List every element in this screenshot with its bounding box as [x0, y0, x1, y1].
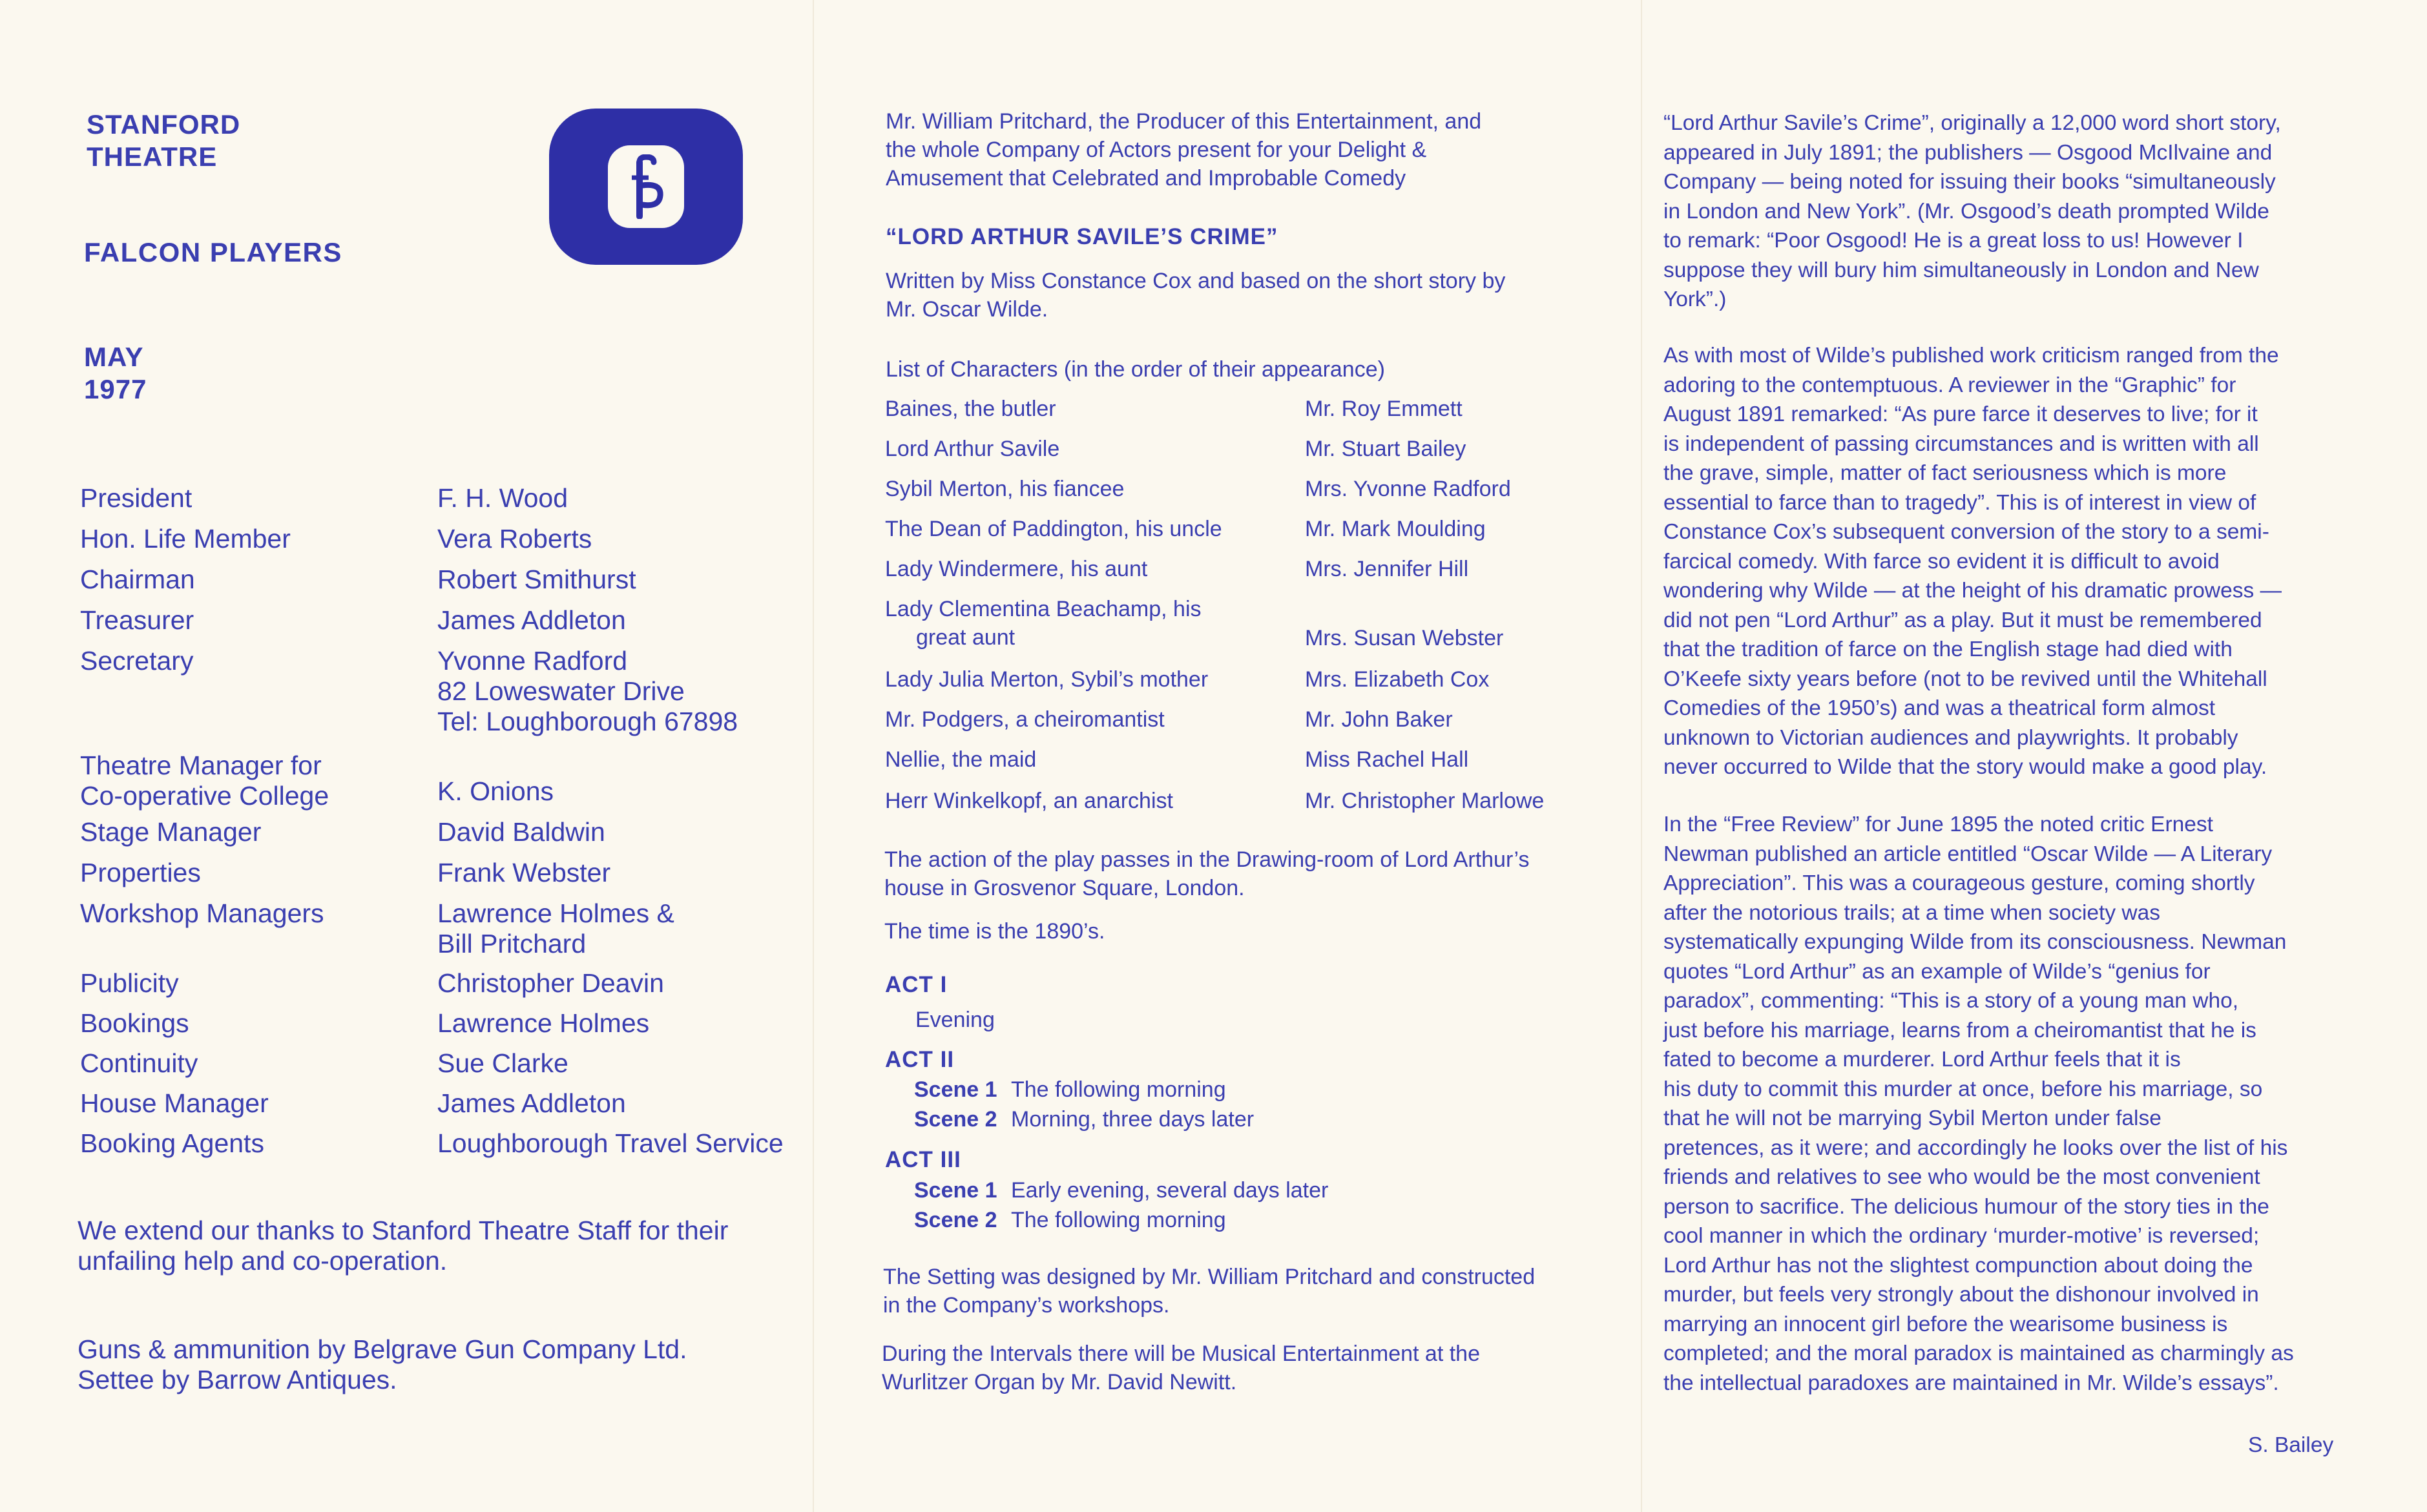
- theatre-name: [87, 109, 240, 173]
- officer-name: F. H. Wood: [437, 483, 568, 513]
- essay-line: did not pen “Lord Arthur” as a play. But it must be remembered: [1663, 608, 2262, 632]
- programme-year: 1977: [84, 374, 147, 404]
- fold-line: [813, 0, 814, 1512]
- essay-line: murder, but feels very strongly about the dishonour involved in: [1663, 1283, 2259, 1307]
- character-name: The Dean of Paddington, his uncle: [885, 517, 1222, 541]
- fold-line: [1641, 0, 1642, 1512]
- essay-line: quotes “Lord Arthur” as an example of Wilde’s “genius for: [1663, 959, 2211, 984]
- staff-role: Continuity: [80, 1048, 198, 1078]
- character-name: Lady Windermere, his aunt: [885, 557, 1148, 581]
- staff-role: Stage Manager: [80, 817, 262, 847]
- scene-label: Scene 2: [914, 1107, 997, 1132]
- staff-name-line2: Bill Pritchard: [437, 929, 587, 958]
- officer-role: Secretary: [80, 646, 194, 676]
- scene-text: The following morning: [1011, 1208, 1226, 1232]
- intervals-line2: Wurlitzer Organ by Mr. David Newitt.: [882, 1370, 1237, 1394]
- credits-line2: Settee by Barrow Antiques.: [78, 1365, 397, 1394]
- essay-line: systematically expunging Wilde from its consciousness. Newman: [1663, 930, 2287, 954]
- essay-line: just before his marriage, learns from a cheiromantist that he is: [1663, 1018, 2256, 1042]
- essay-line: his duty to commit this murder at once, before his marriage, so: [1663, 1077, 2263, 1101]
- actor-name: Mr. Mark Moulding: [1305, 517, 1486, 541]
- essay-line: the intellectual paradoxes are maintained in Mr. Wilde’s essays”.: [1663, 1371, 2279, 1395]
- staff-name: [437, 898, 838, 959]
- staff-name: James Addleton: [437, 1088, 626, 1118]
- written-by-line1: Written by Miss Constance Cox and based on the short story by: [886, 269, 1506, 293]
- staff-role: Properties: [80, 858, 201, 887]
- cast-row: [885, 435, 1628, 475]
- character-name: Lady Julia Merton, Sybil’s mother: [885, 667, 1209, 692]
- essay-line: Appreciation”. This was a courageous gesture, coming shortly: [1663, 871, 2255, 895]
- interval-music-note: [882, 1340, 1638, 1396]
- character-name: [885, 595, 1298, 652]
- officer-role: Treasurer: [80, 605, 194, 635]
- set-design-line1: The Setting was designed by Mr. William Pritchard and constructed: [883, 1265, 1536, 1289]
- falcon-players-logo: [549, 109, 743, 265]
- essay-line: unknown to Victorian audiences and playwrights. It probably: [1663, 725, 2238, 750]
- intro-line1: Mr. William Pritchard, the Producer of this Entertainment, and: [886, 109, 1482, 134]
- character-name: Herr Winkelkopf, an anarchist: [885, 789, 1173, 813]
- cast-row: [885, 475, 1628, 515]
- thanks-note: [78, 1216, 807, 1276]
- officer-name: Vera Roberts: [437, 524, 592, 554]
- cast-row: [885, 705, 1628, 745]
- actor-name: Mr. Christopher Marlowe: [1305, 789, 1545, 813]
- staff-role: House Manager: [80, 1088, 269, 1118]
- character-name: Mr. Podgers, a cheiromantist: [885, 707, 1165, 732]
- programme-date: [84, 341, 147, 406]
- written-by: [886, 267, 1629, 324]
- essay-line: completed; and the moral paradox is maintained as charmingly as: [1663, 1341, 2294, 1365]
- essay-line: in London and New York”. (Mr. Osgood’s death prompted Wilde: [1663, 199, 2269, 223]
- essay-paragraph-1: [1663, 109, 2400, 315]
- intro-line2: the whole Company of Actors present for your Delight &: [886, 138, 1427, 162]
- actor-name: Mr. Stuart Bailey: [1305, 437, 1466, 461]
- officer-role: Chairman: [80, 564, 195, 594]
- cast-row: [885, 515, 1628, 555]
- essay-line: cool manner in which the ordinary ‘murder-motive’ is reversed;: [1663, 1224, 2260, 1248]
- set-design-note: [883, 1263, 1639, 1320]
- scene-label: Scene 1: [914, 1178, 997, 1203]
- company-name: FALCON PLAYERS: [84, 237, 342, 267]
- set-design-line2: in the Company’s workshops.: [883, 1293, 1170, 1318]
- staff-name: Lawrence Holmes: [437, 1008, 650, 1038]
- essay-line: As with most of Wilde’s published work criticism ranged from the: [1663, 344, 2279, 368]
- officer-name: James Addleton: [437, 605, 626, 635]
- character-name: Lord Arthur Savile: [885, 437, 1060, 461]
- officer-name: Yvonne Radford: [437, 646, 628, 676]
- essay-line: York”.): [1663, 287, 1727, 311]
- character-name-line1: Lady Clementina Beachamp, his: [885, 597, 1202, 621]
- intro-line3: Amusement that Celebrated and Improbable Comedy: [886, 166, 1406, 191]
- scene-row: [914, 1105, 1254, 1134]
- essay-line: marrying an innocent girl before the wearisome business is: [1663, 1312, 2228, 1336]
- cast-row: [885, 745, 1628, 785]
- essay-line: person to sacrifice. The delicious humour of the story ties in the: [1663, 1194, 2269, 1219]
- act-title: ACT I: [885, 972, 948, 997]
- secretary-address: 82 Loweswater Drive: [437, 676, 685, 706]
- staff-role: Bookings: [80, 1008, 189, 1038]
- officer-role: President: [80, 483, 193, 513]
- essay-line: Company — being noted for issuing their books “simultaneously: [1663, 170, 2276, 194]
- staff-role: Publicity: [80, 968, 179, 998]
- actor-name: Mrs. Susan Webster: [1305, 626, 1504, 650]
- essay-line: suppose they will bury him simultaneously in London and New: [1663, 258, 2259, 282]
- staff-role: Workshop Managers: [80, 898, 324, 928]
- essay-line: Constance Cox’s subsequent conversion of the story to a semi-: [1663, 520, 2269, 544]
- staff-name: K. Onions: [437, 776, 554, 806]
- essay-line: August 1891 remarked: “As pure farce it deserves to live; for it: [1663, 402, 2258, 426]
- characters-heading: List of Characters (in the order of their appearance): [886, 357, 1385, 382]
- essay-line: the grave, simple, matter of fact seriousness which is more: [1663, 461, 2227, 485]
- setting-place-line1: The action of the play passes in the Drawing-room of Lord Arthur’s: [884, 847, 1530, 872]
- essay-line: appeared in July 1891; the publishers — Osgood McIlvaine and: [1663, 140, 2273, 165]
- actor-name: Mr. Roy Emmett: [1305, 397, 1463, 421]
- essay-line: is independent of passing circumstances and is written with all: [1663, 431, 2259, 456]
- essay-line: after the notorious trails; at a time when society was: [1663, 900, 2160, 925]
- essay-line: adoring to the contemptuous. A reviewer in the “Graphic” for: [1663, 373, 2236, 397]
- officer-name: Robert Smithurst: [437, 564, 636, 594]
- setting-place: [884, 845, 1640, 902]
- character-name-line2: great aunt: [916, 625, 1016, 650]
- actor-name: Mrs. Elizabeth Cox: [1305, 667, 1490, 692]
- actor-name: Mrs. Yvonne Radford: [1305, 477, 1511, 501]
- staff-role: [80, 751, 422, 811]
- essay-paragraph-3: [1663, 810, 2406, 1398]
- officer-role: Hon. Life Member: [80, 524, 291, 554]
- scene-row: [914, 1075, 1226, 1104]
- scene-label: Scene 1: [914, 1077, 997, 1102]
- essay-line: to remark: “Poor Osgood! He is a great loss to us! However I: [1663, 229, 2244, 253]
- essay-line: Newman published an article entitled “Oscar Wilde — A Literary: [1663, 842, 2273, 866]
- scene-text: Early evening, several days later: [1011, 1178, 1329, 1203]
- cast-row: [885, 665, 1628, 705]
- scene-text: Morning, three days later: [1011, 1107, 1255, 1132]
- essay-line: wondering why Wilde — at the height of his dramatic prowess —: [1663, 579, 2282, 603]
- actor-name: Mrs. Jennifer Hill: [1305, 557, 1469, 581]
- scene-text: The following morning: [1011, 1077, 1226, 1102]
- essay-line: that he will not be marrying Sybil Merton under false: [1663, 1106, 2161, 1130]
- programme-month: MAY: [84, 342, 144, 372]
- actor-name: Mr. John Baker: [1305, 707, 1453, 732]
- staff-name: Christopher Deavin: [437, 968, 664, 998]
- essay-line: “Lord Arthur Savile’s Crime”, originally a 12,000 word short story,: [1663, 111, 2281, 135]
- play-title: “LORD ARTHUR SAVILE’S CRIME”: [886, 224, 1278, 249]
- theatre-name-line1: STANFORD: [87, 109, 241, 140]
- essay-line: that the tradition of farce on the English stage had died with: [1663, 637, 2233, 661]
- essay-line: essential to farce than to tragedy”. This is of interest in view of: [1663, 490, 2256, 515]
- theatre-name-line2: THEATRE: [87, 141, 218, 172]
- secretary-telephone: Tel: Loughborough 67898: [437, 707, 738, 736]
- cast-row: [885, 555, 1628, 595]
- essay-line: paradox”, commenting: “This is a story of a young man who,: [1663, 989, 2239, 1013]
- essay-line: farcical comedy. With farce so evident it is difficult to avoid: [1663, 549, 2220, 574]
- staff-name: David Baldwin: [437, 817, 605, 847]
- staff-name: Sue Clarke: [437, 1048, 568, 1078]
- essay-line: In the “Free Review” for June 1895 the noted critic Ernest: [1663, 813, 2213, 836]
- staff-name: Frank Webster: [437, 858, 611, 887]
- scene-label: Scene 2: [914, 1208, 997, 1232]
- cast-row: [885, 787, 1628, 827]
- setting-place-line2: house in Grosvenor Square, London.: [884, 876, 1245, 900]
- secretary-details: [437, 646, 838, 737]
- essay-line: friends and relatives to see who would be the most convenient: [1663, 1165, 2260, 1189]
- staff-name-line1: Lawrence Holmes &: [437, 898, 674, 928]
- staff-role-line1: Theatre Manager for: [80, 751, 322, 780]
- fp-glyph-icon: [620, 154, 672, 219]
- producer-intro: [886, 107, 1629, 192]
- act-title: ACT II: [885, 1047, 955, 1072]
- essay-line: fated to become a murderer. Lord Arthur feels that it is: [1663, 1048, 2181, 1072]
- intervals-line1: During the Intervals there will be Musical Entertainment at the: [882, 1341, 1481, 1366]
- essay-line: never occurred to Wilde that the story would make a good play.: [1663, 755, 2267, 779]
- setting-time: The time is the 1890’s.: [884, 919, 1105, 944]
- essay-line: O’Keefe sixty years before (not to be revived until the Whitehall: [1663, 667, 2267, 691]
- cast-row: [885, 595, 1628, 666]
- character-name: Nellie, the maid: [885, 747, 1037, 772]
- character-name: Baines, the butler: [885, 397, 1056, 421]
- written-by-line2: Mr. Oscar Wilde.: [886, 297, 1048, 322]
- essay-line: Comedies of the 1950’s) and was a theatrical form almost: [1663, 696, 2216, 720]
- thanks-line2: unfailing help and co-operation.: [78, 1246, 448, 1276]
- act-title: ACT III: [885, 1147, 961, 1172]
- props-credits: [78, 1334, 807, 1395]
- actor-name: Miss Rachel Hall: [1305, 747, 1469, 772]
- staff-name: Loughborough Travel Service: [437, 1128, 784, 1158]
- thanks-line1: We extend our thanks to Stanford Theatre Staff for their: [78, 1216, 729, 1245]
- scene-row: [914, 1176, 1328, 1205]
- essay-line: pretences, as it were; and accordingly he looks over the list of his: [1663, 1135, 2288, 1160]
- staff-role-line2: Co-operative College: [80, 781, 329, 811]
- fp-monogram-icon: [608, 145, 684, 228]
- staff-role: Booking Agents: [80, 1128, 264, 1158]
- scene-row: [914, 1206, 1226, 1234]
- act-description: Evening: [915, 1008, 995, 1032]
- essay-paragraph-2: [1663, 341, 2406, 782]
- essay-line: Lord Arthur has not the slightest compunction about doing the: [1663, 1253, 2253, 1278]
- cast-row: [885, 395, 1628, 435]
- character-name: Sybil Merton, his fiancee: [885, 477, 1125, 501]
- credits-line1: Guns & ammunition by Belgrave Gun Company Ltd.: [78, 1334, 687, 1364]
- essay-signature: S. Bailey: [2248, 1433, 2334, 1457]
